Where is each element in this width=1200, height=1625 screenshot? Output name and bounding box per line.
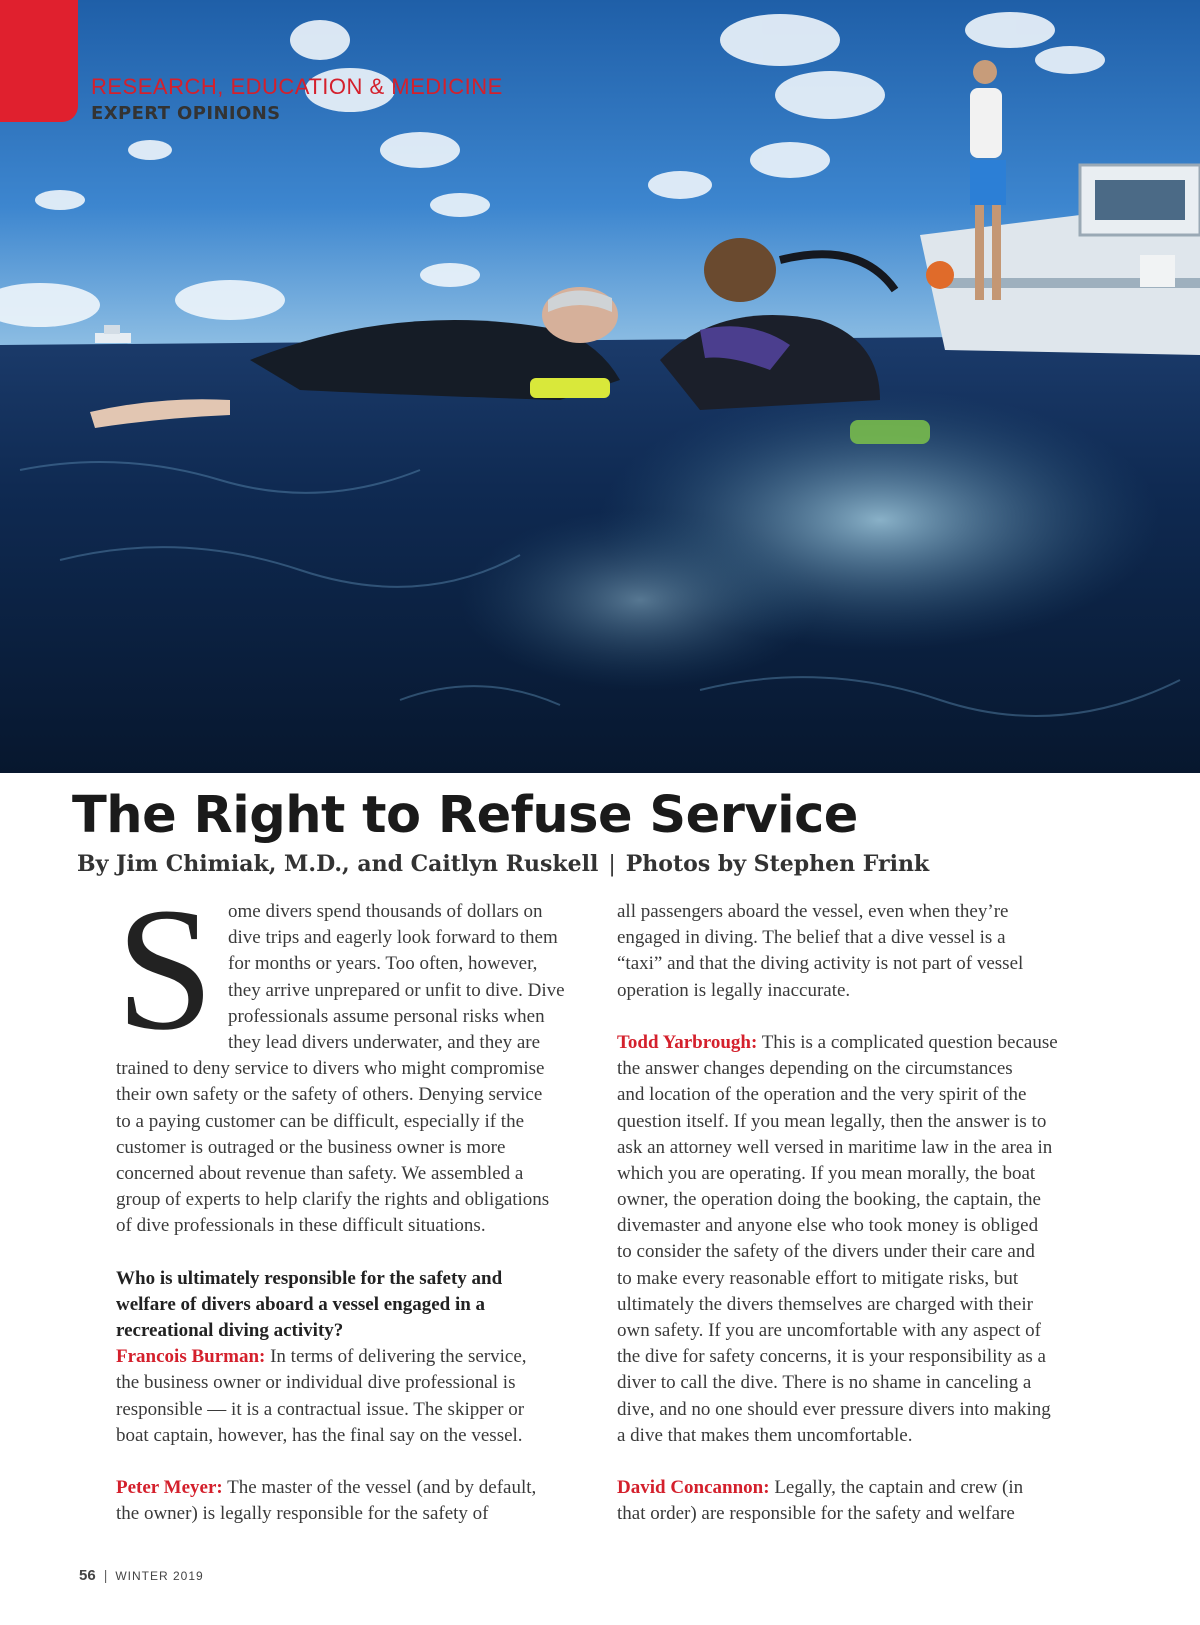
answer-line: to make every reasonable effort to mitigate risks, but (617, 1267, 1019, 1289)
answer-line: own safety. If you are uncomfortable with any aspect of (617, 1320, 1042, 1341)
intro-line: dive trips and eagerly look forward to them (228, 927, 558, 949)
answer-line: dive, and no one should ever pressure divers into making (617, 1398, 1051, 1420)
body-column-left (116, 872, 581, 1528)
drop-cap: S (116, 872, 214, 1067)
answer-line: David Concannon: Legally, the captain and crew (in (617, 1477, 1024, 1499)
answer-line: engaged in diving. The belief that a dive vessel is a (617, 927, 1006, 949)
answer-line: all passengers aboard the vessel, even when they’re (617, 901, 1009, 922)
question-line: Who is ultimately responsible for the safety and (116, 1267, 503, 1289)
intro-line: concerned about revenue than safety. We assembled a (116, 1162, 524, 1184)
answer-line: the dive for safety concerns, it is your responsibility as a (617, 1346, 1046, 1368)
answer-line: which you are operating. If you mean morally, the boat (617, 1162, 1036, 1184)
answer-line: operation is legally inaccurate. (617, 979, 851, 1001)
answer-line: “taxi” and that the diving activity is not part of vessel (617, 953, 1024, 975)
answer-line: a dive that makes them uncomfortable. (617, 1424, 913, 1446)
section-color-tab (0, 0, 78, 122)
issue-label: WINTER 2019 (115, 1569, 204, 1583)
answer-line: boat captain, however, has the final say on the vessel. (116, 1424, 523, 1446)
answer-line: divemaster and anyone else who took money is obliged (617, 1215, 1039, 1237)
answer-line: owner, the operation doing the booking, the captain, the (617, 1189, 1041, 1211)
article-title: The Right to Refuse Service (72, 786, 858, 845)
page-number: 56 (79, 1567, 96, 1584)
answer-line: the owner) is legally responsible for the safety of (116, 1503, 489, 1525)
section-kicker: RESEARCH, EDUCATION & MEDICINE (91, 74, 503, 99)
answer-line: that order) are responsible for the safety and welfare (617, 1503, 1015, 1525)
authors: By Jim Chimiak, M.D., and Caitlyn Ruskell (77, 851, 599, 877)
intro-line: customer is outraged or the business owner is more (116, 1136, 506, 1158)
answer-line: Todd Yarbrough: This is a complicated question because (617, 1031, 1058, 1053)
answer-line: Peter Meyer: The master of the vessel (and by default, (116, 1477, 537, 1499)
intro-line: for months or years. Too often, however, (228, 953, 538, 975)
intro-line: they arrive unprepared or unfit to dive. Dive (228, 979, 565, 1001)
intro-line: professionals assume personal risks when (228, 1005, 545, 1027)
photo-credit: Photos by Stephen Frink (625, 851, 930, 877)
section-subheading: EXPERT OPINIONS (91, 103, 281, 124)
answer-line: ultimately the divers themselves are charged with their (617, 1293, 1033, 1315)
intro-line: to a paying customer can be difficult, especially if the (116, 1110, 525, 1132)
page-footer (79, 1567, 204, 1584)
intro-line: they lead divers underwater, and they are (228, 1031, 541, 1053)
speaker-name: Peter Meyer: (116, 1477, 223, 1499)
body-column-right (617, 899, 1087, 1528)
footer-separator: | (103, 1567, 108, 1583)
intro-line: their own safety or the safety of others. Denying service (116, 1084, 543, 1106)
intro-line: trained to deny service to divers who might compromise (116, 1058, 545, 1080)
answer-line: Francois Burman: In terms of delivering the service, (116, 1346, 527, 1368)
answer-line: to consider the safety of the divers under their care and (617, 1241, 1035, 1263)
intro-line: of dive professionals in these difficult situations. (116, 1215, 486, 1237)
answer-line: diver to call the dive. There is no shame in canceling a (617, 1372, 1032, 1394)
answer-line: and location of the operation and the very spirit of the (617, 1084, 1027, 1106)
answer-line: ask an attorney well versed in maritime law in the area in (617, 1136, 1053, 1158)
answer-line: question itself. If you mean legally, then the answer is to (617, 1110, 1047, 1132)
intro-line: ome divers spend thousands of dollars on (228, 901, 543, 922)
answer-line: responsible — it is a contractual issue. The skipper or (116, 1398, 525, 1420)
speaker-name: David Concannon: (617, 1477, 770, 1499)
byline-separator: | (608, 852, 616, 877)
answer-line: the business owner or individual dive professional is (116, 1372, 516, 1394)
question-line: recreational diving activity? (116, 1320, 344, 1341)
question-line: welfare of divers aboard a vessel engaged in a (116, 1293, 486, 1315)
speaker-name: Francois Burman: (116, 1346, 266, 1368)
answer-line: the answer changes depending on the circumstances (617, 1058, 1013, 1080)
speaker-name: Todd Yarbrough: (617, 1031, 758, 1053)
intro-line: group of experts to help clarify the rights and obligations (116, 1189, 550, 1211)
